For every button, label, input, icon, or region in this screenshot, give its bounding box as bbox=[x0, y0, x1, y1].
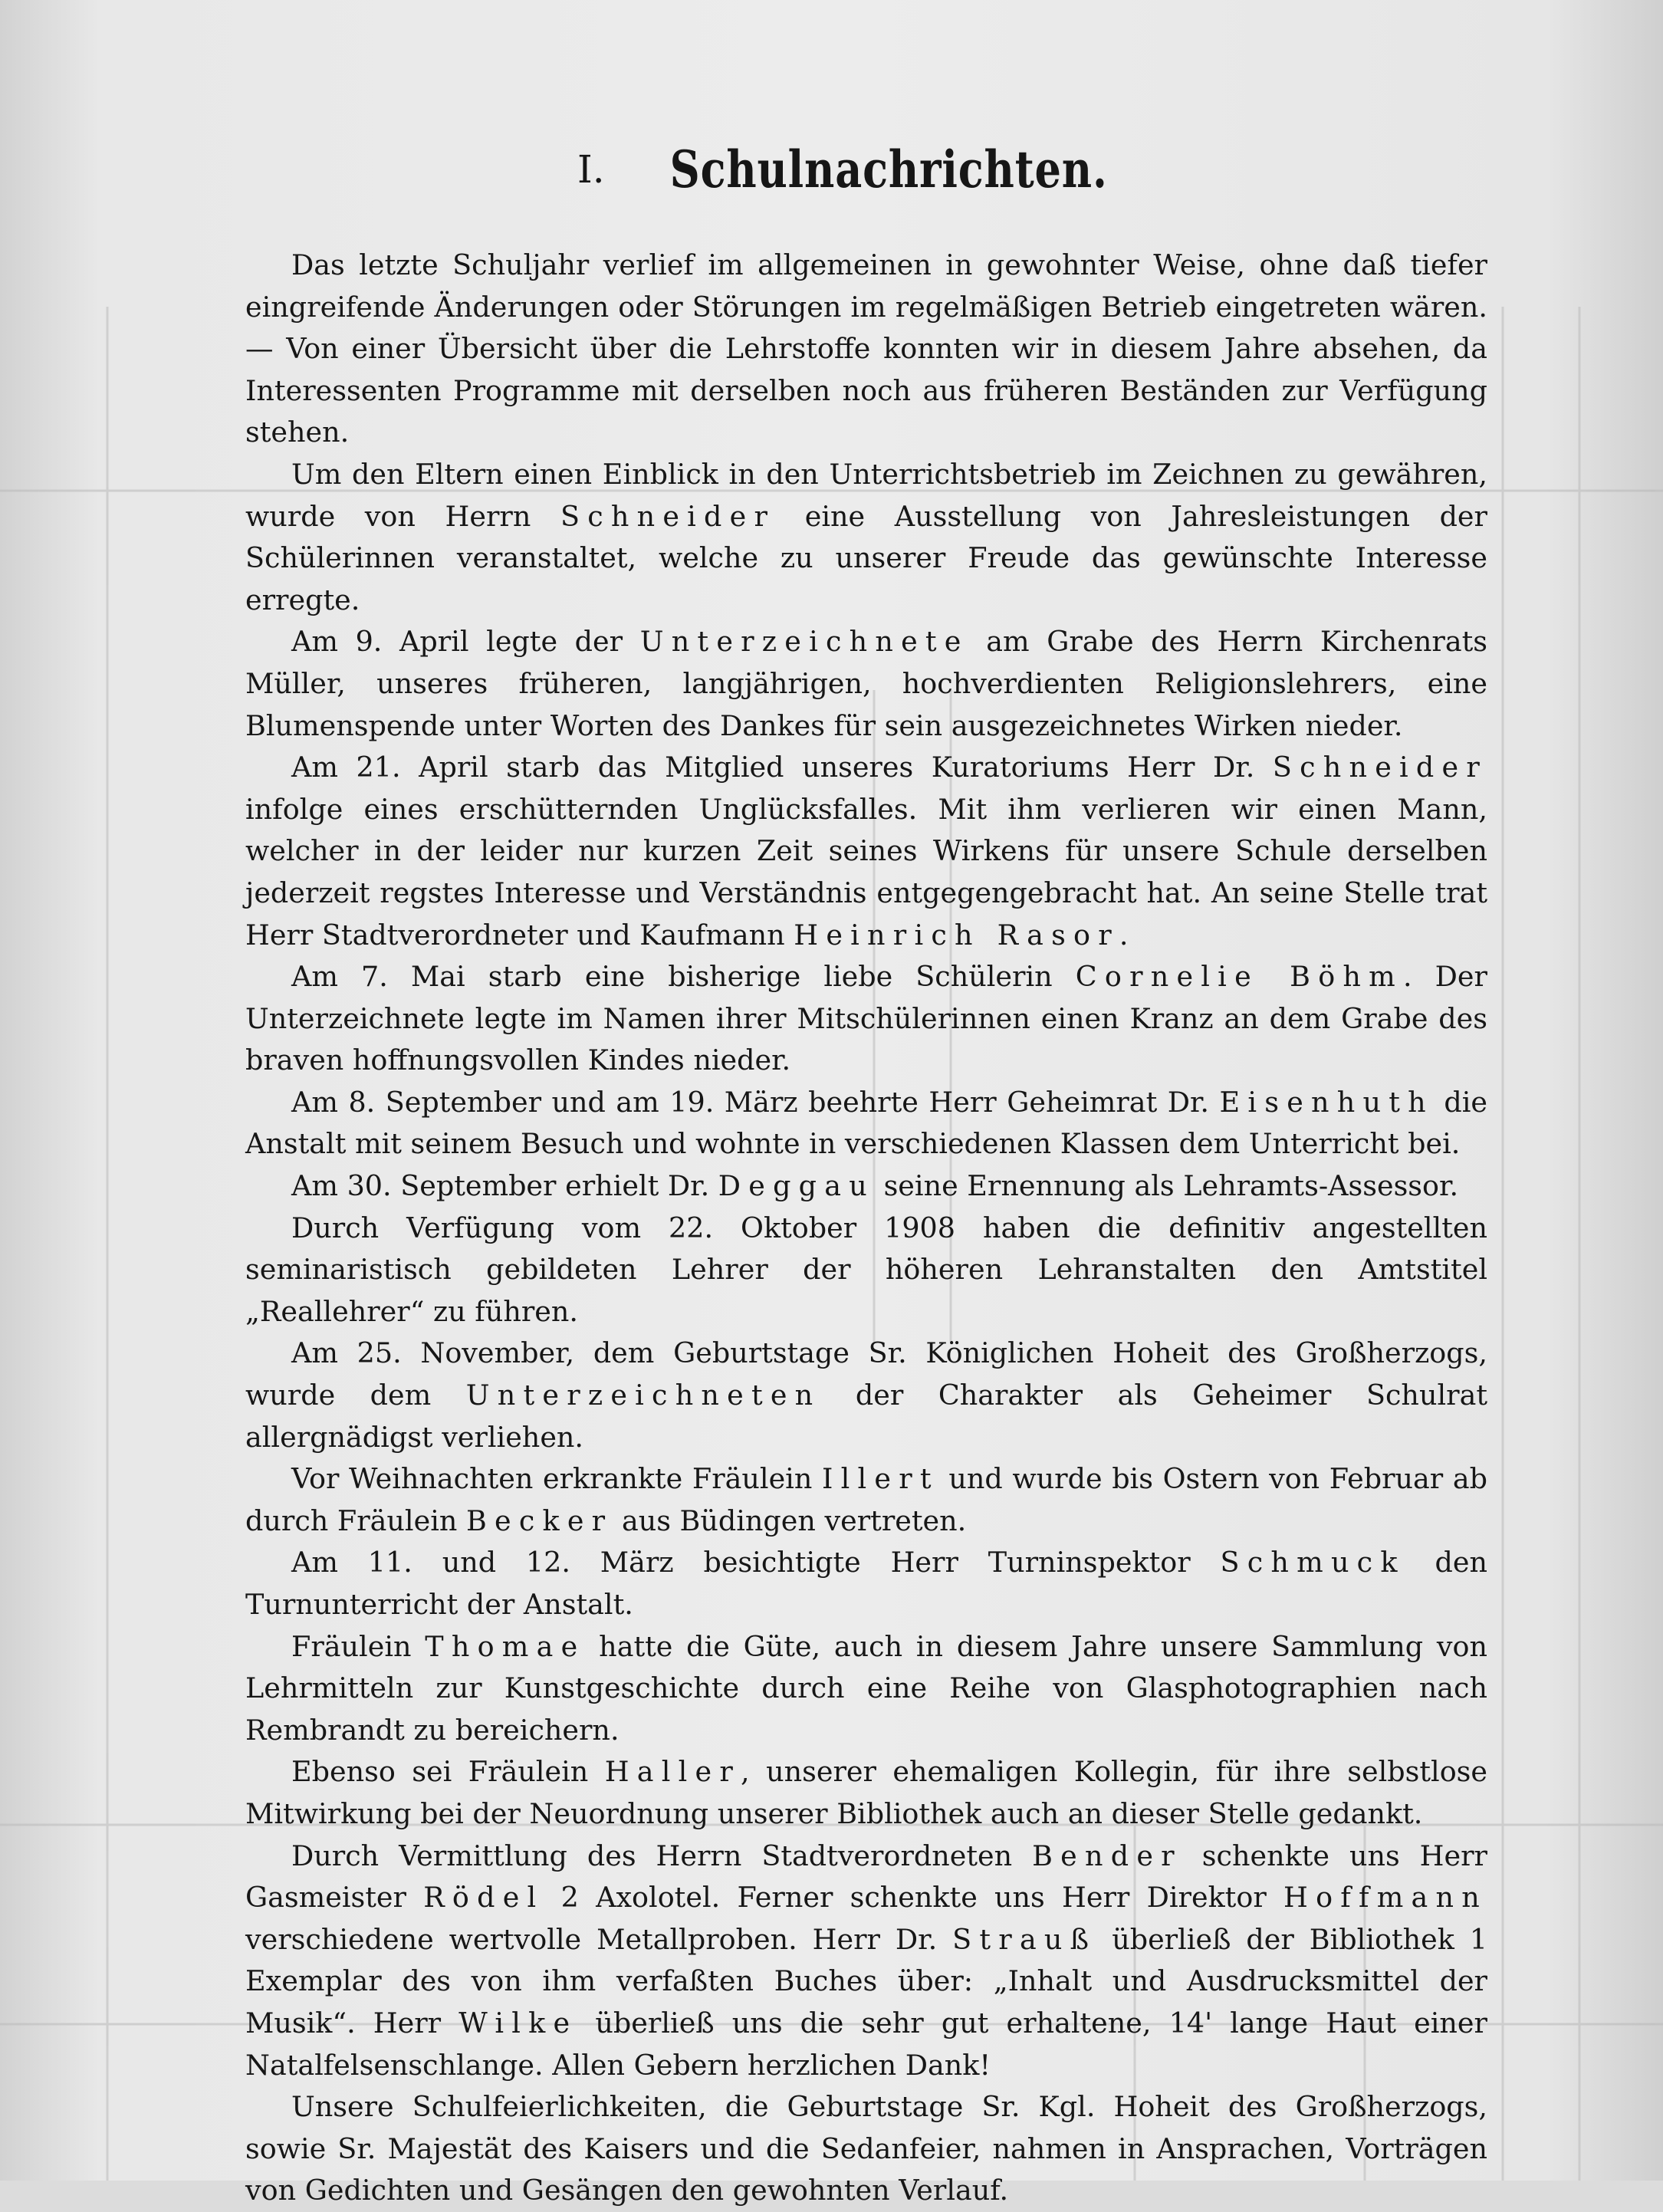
paragraph: Unsere Schulfeierlichkeiten, die Geburtstage Sr. Kgl. Hoheit des Großherzogs, sowie Sr. Majestät des Kaisers und die Sedanfeier, nahmen in Ansprachen, Vorträgen von Gedichten und Gesängen den gewohnten Verlauf. bbox=[245, 2090, 1487, 2207]
paragraph: Durch Verfügung vom 22. Oktober 1908 haben die definitiv angestellten seminaristisch gebildeten Lehrer der höheren Lehranstalten den Amtstitel „Reallehrer“ zu führen. bbox=[245, 1211, 1487, 1328]
paragraph: Am 8. September und am 19. März beehrte Herr Geheimrat Dr. Eisenhuth die Anstalt mit seinem Besuch und wohnte in verschiedenen Klassen dem Unterricht bei. bbox=[245, 1085, 1487, 1161]
spaced-name: Schneider bbox=[1272, 751, 1487, 784]
spaced-name: Rödel bbox=[423, 1881, 544, 1915]
spaced-name: Eisenhuth bbox=[1219, 1085, 1434, 1119]
paragraph: Ebenso sei Fräulein Haller, unserer ehemaligen Kollegin, für ihre selbstlose Mitwirkung bei der Neuordnung unserer Bibliothek auch an dieser Stelle gedankt. bbox=[245, 1755, 1487, 1830]
paragraph: Durch Vermittlung des Herrn Stadtverordneten Bender schenkte uns Herr Gasmeister Rödel 2 Axolotel. Ferner schenkte uns Herr Direktor Hoffmann verschiedene wertvolle Metallproben. Herr Dr. Strauß überließ der Bibliothek 1 Exemplar des von ihm verfaßten Buches über: „Inhalt und Ausdrucksmittel der Musik“. Herr Wilke überließ uns die sehr gut erhaltene, 14' lange Haut einer Natalfelsenschlange. Allen Gebern herzlichen Dank! bbox=[245, 1839, 1487, 2082]
section-number: I. bbox=[577, 146, 605, 192]
spaced-name: Haller bbox=[604, 1755, 741, 1789]
spaced-name: Hoffmann bbox=[1283, 1881, 1487, 1915]
spaced-name: Cornelie Böhm bbox=[1075, 960, 1403, 994]
spaced-name: Schneider bbox=[560, 499, 776, 533]
paragraph: Am 9. April legte der Unterzeichnete am Grabe des Herrn Kirchenrats Müller, unseres früheren, langjährigen, hochverdienten Religionslehrers, eine Blumenspende unter Worten des Dankes für sein ausgezeichnetes Wirken nieder. bbox=[245, 625, 1487, 742]
paragraph: Vor Weihnachten erkrankte Fräulein Illert und wurde bis Ostern von Februar ab durch Fräulein Becker aus Büdingen vertreten. bbox=[245, 1462, 1487, 1537]
paragraph: Am 25. November, dem Geburtstage Sr. Königlichen Hoheit des Großherzogs, wurde dem Unterzeichneten der Charakter als Geheimer Schulrat allergnädigst verliehen. bbox=[245, 1336, 1488, 1454]
paragraph: Das letzte Schuljahr verlief im allgemeinen in gewohnter Weise, ohne daß tiefer eingreifende Änderungen oder Störungen im regelmäßigen Betrieb eingetreten wären. — Von einer Übersicht über die Lehrstoffe konnten wir in diesem Jahre absehen, da Interessenten Programme mit derselben noch aus früheren Beständen zur Verfügung stehen. bbox=[245, 248, 1487, 449]
spaced-name: Bender bbox=[1032, 1839, 1182, 1872]
spaced-name: Becker bbox=[465, 1504, 613, 1537]
spaced-name: Unterzeichneten bbox=[465, 1379, 821, 1412]
paragraph: Am 30. September erhielt Dr. Deggau seine Ernennung als Lehramts-Assessor. bbox=[291, 1169, 1459, 1203]
paragraph: Um den Eltern einen Einblick in den Unterrichtsbetrieb im Zeichnen zu gewähren, wurde von Herrn Schneider eine Ausstellung von Jahresleistungen der Schülerinnen veranstaltet, welche zu unserer Freude das gewünschte Interesse erregte. bbox=[245, 457, 1487, 616]
spaced-name: Heinrich Rasor bbox=[794, 918, 1119, 952]
spaced-name: Wilke bbox=[458, 2006, 578, 2039]
section-heading bbox=[245, 134, 1487, 203]
section-title: Schulnachrichten. bbox=[669, 139, 1108, 199]
spaced-name: Thomae bbox=[425, 1629, 586, 1663]
spaced-name: Unterzeichnete bbox=[639, 625, 969, 659]
paragraph: Am 11. und 12. März besichtigte Herr Turninspektor Schmuck den Turnunterricht der Anstalt. bbox=[245, 1546, 1488, 1621]
spaced-name: Deggau bbox=[718, 1169, 875, 1203]
document-content bbox=[245, 134, 1487, 2212]
spaced-name: Schmuck bbox=[1220, 1546, 1405, 1579]
paragraph: Fräulein Thomae hatte die Güte, auch in diesem Jahre unsere Sammlung von Lehrmitteln zur Kunstgeschichte durch eine Reihe von Glasphotographien nach Rembrandt zu bereichern. bbox=[245, 1629, 1487, 1747]
paragraph: Am 21. April starb das Mitglied unseres Kuratoriums Herr Dr. Schneider infolge eines erschütternden Unglücksfalles. Mit ihm verlieren wir einen Mann, welcher in der leider nur kurzen Zeit seines Wirkens für unsere Schule derselben jederzeit regstes Interesse und Verständnis entgegengebracht hat. An seine Stelle trat Herr Stadtverordneter und Kaufmann Heinrich Rasor. bbox=[245, 751, 1487, 952]
paragraph: Am 7. Mai starb eine bisherige liebe Schülerin Cornelie Böhm. Der Unterzeichnete legte im Namen ihrer Mitschülerinnen einen Kranz an dem Grabe des braven hoffnungsvollen Kindes nieder. bbox=[245, 960, 1487, 1077]
spaced-name: Strauß bbox=[952, 1922, 1097, 1956]
body-text bbox=[245, 245, 1487, 2212]
spaced-name: Illert bbox=[821, 1462, 939, 1496]
